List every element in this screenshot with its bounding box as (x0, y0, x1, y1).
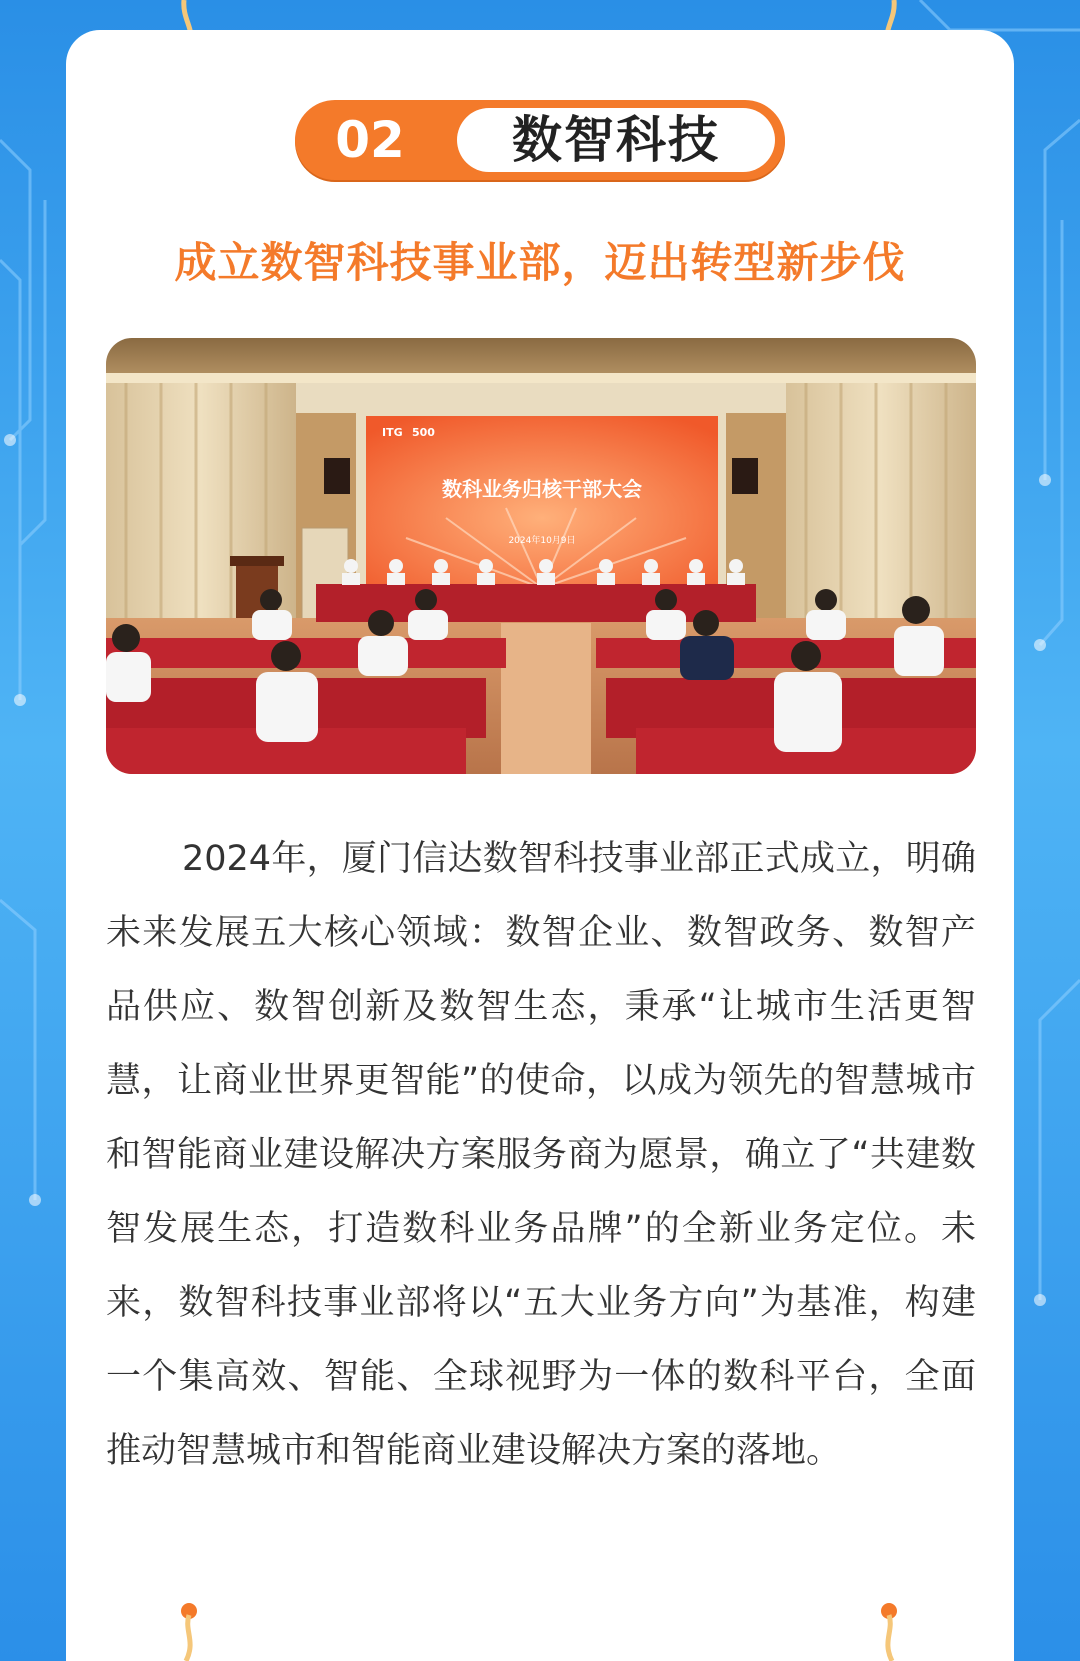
screen-logo-sub: 500 (412, 426, 435, 439)
screen-title: 数科业务归核干部大会 (442, 477, 642, 501)
section-badge (295, 100, 785, 180)
hanger-left-bottom-icon (176, 1601, 202, 1661)
section-number: 02 (335, 111, 405, 169)
screen-logo: ITG (382, 426, 403, 439)
hanger-right-bottom-icon (876, 1601, 902, 1661)
screen-date: 2024年10月9日 (508, 536, 576, 546)
headline: 成立数智科技事业部，迈出转型新步伐 (174, 238, 906, 287)
body-paragraph: 2024年，厦门信达数智科技事业部正式成立，明确未来发展五大核心领域：数智企业、数智政务、数智产品供应、数智创新及数智生态，秉承“让城市生活更智慧，让商业世界更智能”的使命，以成为领先的智慧城市和智能商业建设解决方案服务商为愿景，确立了“共建数智发展生态，打造数科业务品牌”的全新业务定位。未来，数智科技事业部将以“五大业务方向”为基准，构建一个集高效、智能、全球视野为一体的数科平台，全面推动智慧城市和智能商业建设解决方案的落地。 (106, 839, 976, 1471)
section-title: 数智科技 (457, 108, 775, 172)
conference-photo (106, 338, 976, 774)
